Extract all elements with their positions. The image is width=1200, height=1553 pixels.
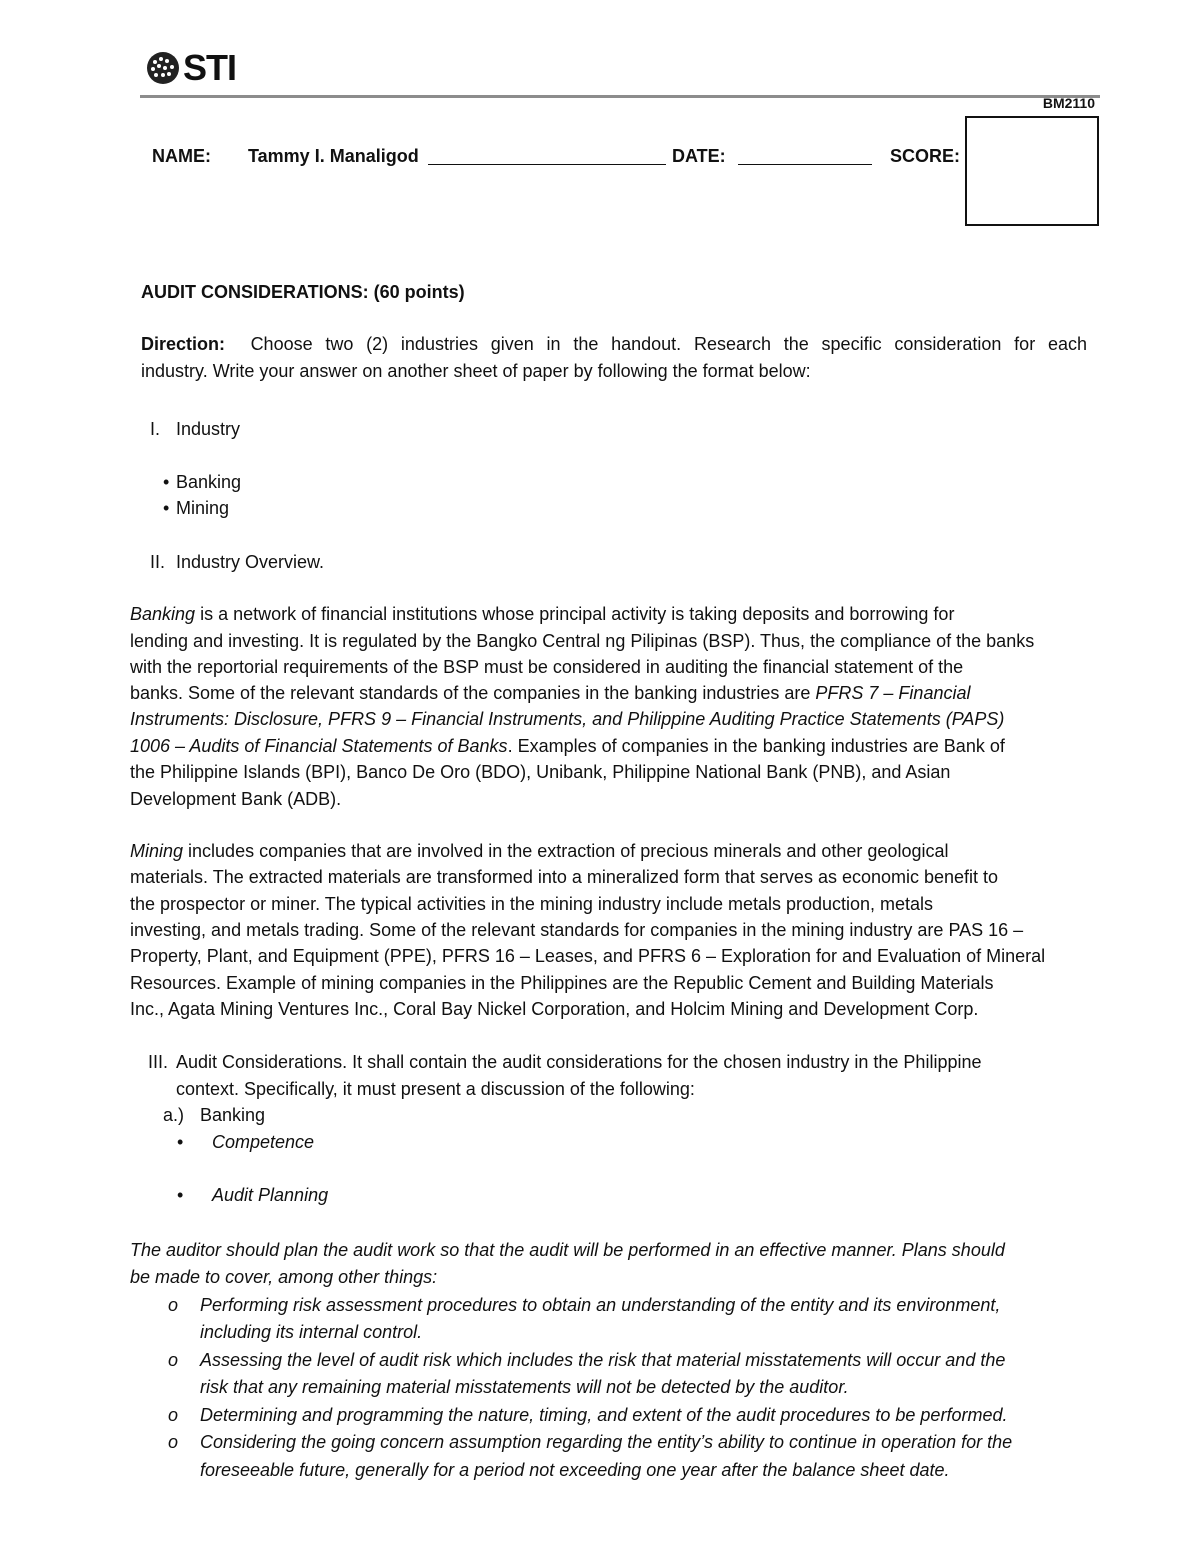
mining-line: materials. The extracted materials are transformed into a mineralized form that serves as economic benefit to	[130, 867, 999, 887]
circle-bullet-icon: o	[168, 1295, 179, 1315]
banking-text: banks. Some of the relevant standards of the companies in the banking industries are	[130, 683, 816, 703]
mining-line: the prospector or miner. The typical activities in the mining industry include metals production, metals	[130, 894, 934, 914]
mining-line: investing, and metals trading. Some of the relevant standards for companies in the mining industry are PAS 16 –	[130, 920, 1024, 940]
sti-logo	[145, 48, 236, 88]
bullet-icon: •	[163, 498, 170, 518]
mining-text: includes companies that are involved in the extraction of precious minerals and other geological	[183, 841, 949, 861]
section-3-line: Audit Considerations. It shall contain the audit considerations for the chosen industry in the Philippine	[176, 1052, 982, 1072]
mining-line: Resources. Example of mining companies in the Philippines are the Republic Cement and Building Materials	[130, 973, 994, 993]
planning-item: including its internal control.	[200, 1322, 423, 1342]
sub-section-heading: Banking	[200, 1105, 266, 1125]
direction-text-1: Choose two (2) industries given in the handout. Research the specific consideration for each	[250, 334, 1087, 354]
section-1-heading: Industry	[176, 419, 241, 439]
banking-line: with the reportorial requirements of the BSP must be considered in auditing the financial statement of the	[130, 657, 964, 677]
mining-line: Inc., Agata Mining Ventures Inc., Coral Bay Nickel Corporation, and Holcim Mining and Development Corp.	[130, 999, 979, 1019]
mining-line: Property, Plant, and Equipment (PPE), PFRS 16 – Leases, and PFRS 6 – Exploration for and Evaluation of Mineral	[130, 946, 1046, 966]
logo-text: STI	[183, 47, 237, 88]
bullet-icon: •	[163, 472, 170, 492]
direction-line-2: industry. Write your answer on another sheet of paper by following the format below:	[141, 361, 811, 381]
direction-line-1	[141, 331, 1087, 357]
name-underline	[428, 164, 666, 165]
banking-line	[130, 601, 1105, 627]
bullet-icon: •	[177, 1185, 184, 1205]
banking-text: is a network of financial institutions whose principal activity is taking deposits and borrowing for	[195, 604, 955, 624]
section-3-line: context. Specifically, it must present a discussion of the following:	[176, 1079, 695, 1099]
planning-item: foreseeable future, generally for a period not exceeding one year after the balance sheet date.	[200, 1460, 950, 1480]
score-label: SCORE:	[890, 146, 961, 166]
globe-icon	[145, 50, 181, 86]
banking-term: Banking	[130, 604, 196, 624]
planning-item: Performing risk assessment procedures to obtain an understanding of the entity and its environment,	[200, 1295, 1001, 1315]
banking-line	[130, 680, 1105, 706]
circle-bullet-icon: o	[168, 1405, 179, 1425]
banking-line: the Philippine Islands (BPI), Banco De Oro (BDO), Unibank, Philippine National Bank (PNB), and Asian	[130, 762, 951, 782]
date-label: DATE:	[672, 146, 726, 166]
header-rule	[140, 95, 1100, 98]
banking-standards: 1006 – Audits of Financial Statements of Banks	[130, 736, 508, 756]
mining-line	[130, 838, 1105, 864]
banking-line	[130, 733, 1105, 759]
section-2-heading: Industry Overview.	[176, 552, 325, 572]
section-1-numeral: I.	[150, 419, 161, 439]
industry-item: Mining	[176, 498, 230, 518]
banking-line: Development Bank (ADB).	[130, 789, 342, 809]
assignment-title: AUDIT CONSIDERATIONS: (60 points)	[141, 282, 465, 302]
planning-item: Determining and programming the nature, timing, and extent of the audit procedures to be performed.	[200, 1405, 1008, 1425]
mining-term: Mining	[130, 841, 184, 861]
bullet-icon: •	[177, 1132, 184, 1152]
circle-bullet-icon: o	[168, 1350, 179, 1370]
planning-intro: The auditor should plan the audit work so that the audit will be performed in an effective manner. Plans should	[130, 1240, 1005, 1260]
planning-item: Assessing the level of audit risk which includes the risk that material misstatements will occur and the	[200, 1350, 1006, 1370]
name-value: Tammy I. Manaligod	[248, 146, 419, 166]
course-code: BM2110	[1042, 96, 1095, 109]
banking-line: lending and investing. It is regulated by the Bangko Central ng Pilipinas (BSP). Thus, the compliance of the banks	[130, 631, 1035, 651]
consideration-item: Audit Planning	[212, 1185, 329, 1205]
sub-section-label: a.)	[163, 1105, 185, 1125]
consideration-item: Competence	[212, 1132, 315, 1152]
section-2-numeral: II.	[150, 552, 166, 572]
date-underline	[738, 164, 872, 165]
banking-text: . Examples of companies in the banking industries are Bank of	[507, 736, 1005, 756]
banking-line: Instruments: Disclosure, PFRS 9 – Financial Instruments, and Philippine Auditing Practice Statements (PAPS)	[130, 709, 1005, 729]
planning-item: risk that any remaining material misstatements will not be detected by the auditor.	[200, 1377, 849, 1397]
name-label: NAME:	[152, 146, 211, 166]
direction-label: Direction:	[141, 334, 226, 354]
planning-item: Considering the going concern assumption regarding the entity’s ability to continue in operation for the	[200, 1432, 1013, 1452]
score-box	[965, 116, 1099, 226]
planning-intro: be made to cover, among other things:	[130, 1267, 438, 1287]
circle-bullet-icon: o	[168, 1432, 179, 1452]
banking-standards: PFRS 7 – Financial	[815, 683, 971, 703]
section-3-numeral: III.	[148, 1052, 169, 1072]
industry-item: Banking	[176, 472, 242, 492]
